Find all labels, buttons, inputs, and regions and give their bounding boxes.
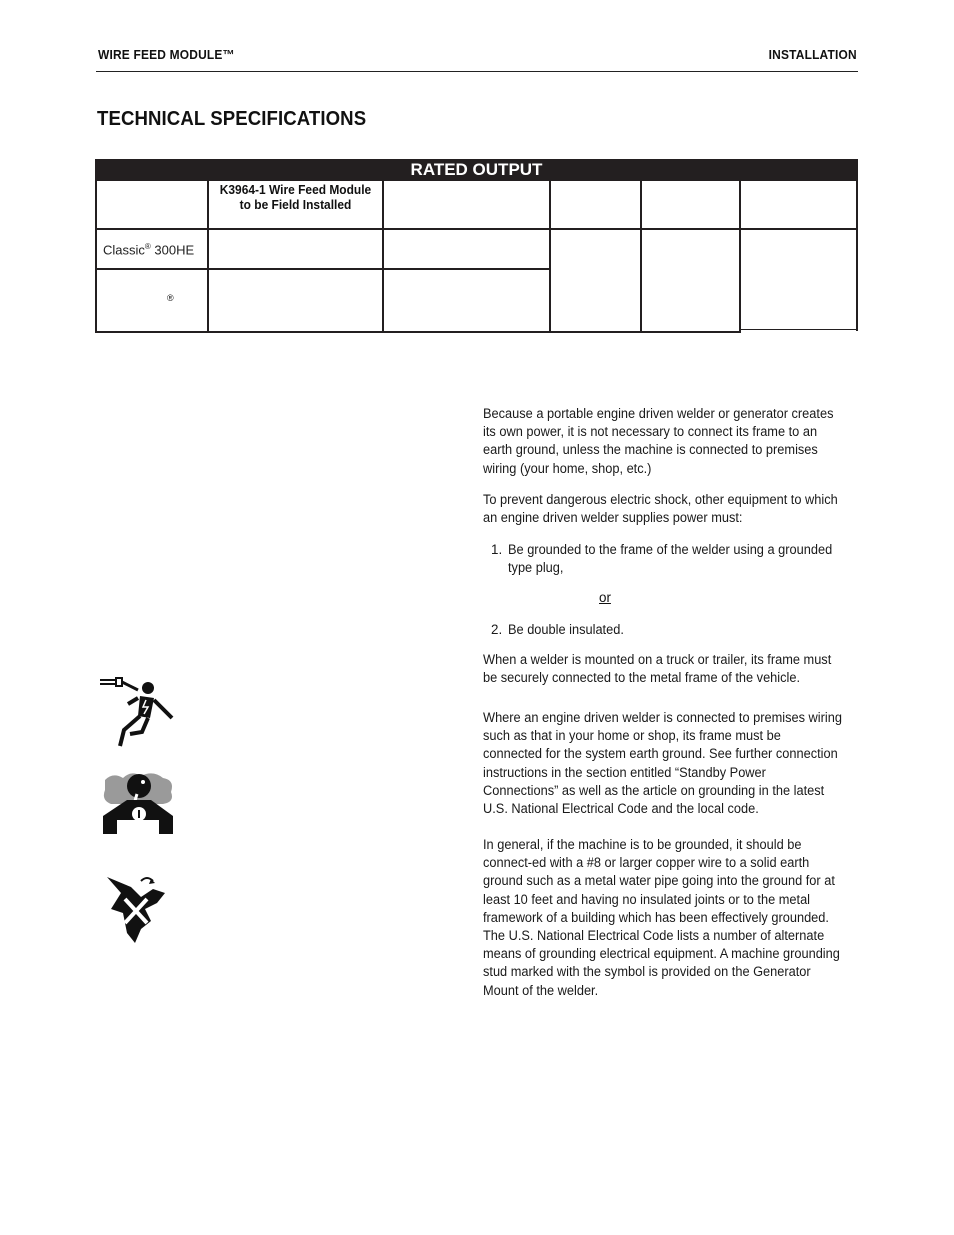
table-col-divider: [640, 181, 642, 333]
table-col-divider: [382, 181, 384, 333]
list-number: 2.: [491, 622, 503, 637]
row-label-model: Classic: [103, 242, 145, 258]
table-border-bottom: [95, 331, 741, 333]
header-section-name: INSTALLATION: [768, 47, 857, 62]
list-number: 1.: [491, 542, 503, 557]
row2-registered-mark: ®: [167, 293, 174, 303]
table-row-divider: [95, 228, 858, 230]
page-title: TECHNICAL SPECIFICATIONS: [97, 108, 367, 130]
header-cell-wire-feed-module: [209, 181, 382, 228]
list-item-text: Be grounded to the frame of the welder using a grounded type plug,: [508, 542, 833, 576]
row-label-model-suffix: 300HE: [150, 242, 195, 258]
grounding-para-1: Because a portable engine driven welder or generator creates its own power, it is not necessary to connect its frame to an earth ground, unless the machine is connected to premises wiring (your home, shop, etc.): [483, 406, 834, 476]
electric-shock-icon: [98, 674, 176, 748]
fumes-icon: [101, 770, 175, 836]
registered-mark: ®: [144, 242, 151, 251]
grounding-para-2: To prevent dangerous electric shock, other equipment to which an engine driven welder supplies power must:: [483, 492, 838, 526]
table-row-divider: [95, 268, 551, 270]
header-product-name: WIRE FEED MODULE™: [98, 47, 235, 62]
spec-table: [95, 159, 858, 333]
grounding-para-3: When a welder is mounted on a truck or trailer, its frame must be securely connected to the metal frame of the vehicle.: [483, 652, 832, 686]
header-rule: [96, 71, 858, 72]
table-col-divider: [739, 181, 741, 331]
grounding-para-4: Where an engine driven welder is connected to premises wiring such as that in your home or shop, its frame must be connected for the system earth ground. See further connection instructions in the section entitled “Standby Power Connections” as well as the article on grounding in the latest U.S. National Electrical Code and the local code.: [483, 710, 842, 817]
row-label-classic-300he: [103, 242, 194, 257]
grounding-para-5: In general, if the machine is to be grounded, it should be connect-ed with a #8 or larger copper wire to a solid earth ground such as a metal water pipe going into the ground for at least 10 feet and having no insulated joints or to the metal framework of a building which has been effectively grounded. The U.S. National Electrical Code lists a number of alternate means of grounding electrical equipment. A machine grounding stud marked with the symbol is provided on the Generator Mount of the welder.: [483, 837, 840, 998]
table-border-right: [856, 181, 858, 331]
list-item-text: Be double insulated.: [508, 622, 624, 637]
table-border-left: [95, 181, 97, 333]
table-border-bottom: [739, 329, 858, 330]
rated-output-band: RATED OUTPUT: [95, 159, 858, 181]
wire-feed-module-header: K3964-1 Wire Feed Module to be Field Installed: [219, 182, 372, 212]
or-word: or: [599, 590, 611, 605]
moving-parts-icon: [101, 873, 167, 945]
table-col-divider: [549, 181, 551, 333]
